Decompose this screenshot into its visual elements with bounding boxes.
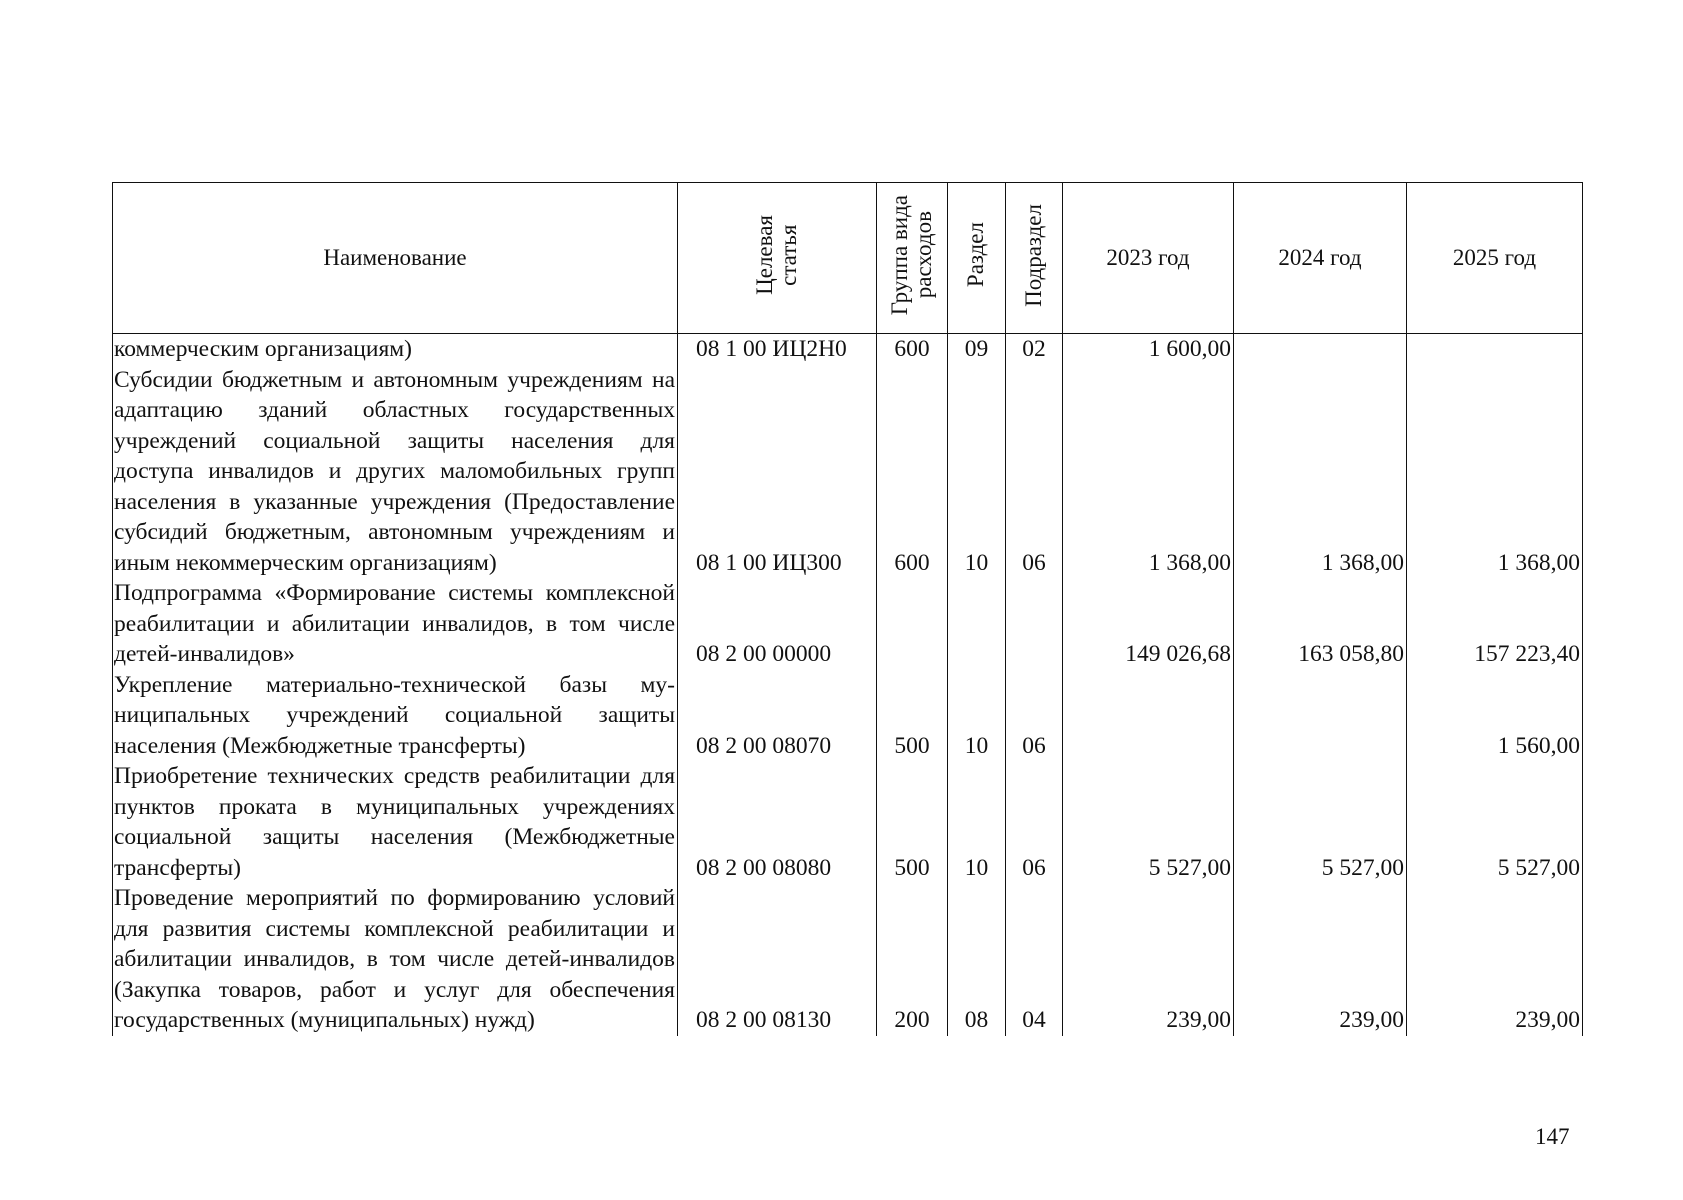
header-year-2025: 2025 год bbox=[1407, 183, 1583, 334]
row-target-article: 08 2 00 08080 bbox=[678, 761, 877, 883]
table-row bbox=[113, 670, 1583, 762]
row-amount-2024: 163 058,80 bbox=[1234, 578, 1407, 670]
row-amount-2024: 5 527,00 bbox=[1234, 761, 1407, 883]
row-section: 08 bbox=[948, 883, 1006, 1036]
header-target-article: Целевая статья bbox=[678, 183, 877, 334]
row-name: Субсидии бюджетным и автономным учреждениям на адаптацию зданий областных государственных учреждений социальной защиты населения для доступа инвалидов и других маломобильных групп населения в указанные учреждения (Предоставление субсидий бюджетным, автономным учреждениям и иным некоммерческим организациям) bbox=[113, 365, 678, 579]
row-section: 10 bbox=[948, 365, 1006, 579]
row-target-article: 08 1 00 ИЦ300 bbox=[678, 365, 877, 579]
header-subsection: Подраздел bbox=[1006, 183, 1063, 334]
row-subsection: 06 bbox=[1006, 365, 1063, 579]
row-subsection: 06 bbox=[1006, 670, 1063, 762]
row-section: 10 bbox=[948, 761, 1006, 883]
table-row bbox=[113, 761, 1583, 883]
row-section bbox=[948, 578, 1006, 670]
row-name: Укрепление материально-технической базы муниципальных учреждений социальной защиты населения (Межбюджетные трансферты) bbox=[113, 670, 678, 762]
row-target-article: 08 2 00 08070 bbox=[678, 670, 877, 762]
table-row bbox=[113, 578, 1583, 670]
row-subsection bbox=[1006, 578, 1063, 670]
header-year-2023: 2023 год bbox=[1063, 183, 1234, 334]
header-name: Наименование bbox=[113, 183, 678, 334]
row-amount-2024: 1 368,00 bbox=[1234, 365, 1407, 579]
header-expense-group: Группа вида расходов bbox=[877, 183, 948, 334]
row-subsection: 06 bbox=[1006, 761, 1063, 883]
row-amount-2025 bbox=[1407, 334, 1583, 365]
table-header-row bbox=[113, 183, 1583, 334]
row-amount-2025: 1 560,00 bbox=[1407, 670, 1583, 762]
row-amount-2023: 1 368,00 bbox=[1063, 365, 1234, 579]
row-amount-2025: 1 368,00 bbox=[1407, 365, 1583, 579]
row-amount-2023: 1 600,00 bbox=[1063, 334, 1234, 365]
row-amount-2025: 157 223,40 bbox=[1407, 578, 1583, 670]
header-section: Раздел bbox=[948, 183, 1006, 334]
row-amount-2024 bbox=[1234, 334, 1407, 365]
row-subsection: 04 bbox=[1006, 883, 1063, 1036]
row-amount-2023: 5 527,00 bbox=[1063, 761, 1234, 883]
header-year-2024: 2024 год bbox=[1234, 183, 1407, 334]
row-amount-2025: 5 527,00 bbox=[1407, 761, 1583, 883]
row-expense-group: 600 bbox=[877, 334, 948, 365]
row-expense-group bbox=[877, 578, 948, 670]
row-target-article: 08 2 00 00000 bbox=[678, 578, 877, 670]
row-name: Приобретение технических средств реабилитации для пунктов проката в муниципальных учреждениях социальной защиты населения (Межбюджетные трансферты) bbox=[113, 761, 678, 883]
row-amount-2024: 239,00 bbox=[1234, 883, 1407, 1036]
row-amount-2023: 239,00 bbox=[1063, 883, 1234, 1036]
table-row bbox=[113, 365, 1583, 579]
table-row bbox=[113, 334, 1583, 365]
row-name: коммерческим организациям) bbox=[113, 334, 678, 365]
row-subsection: 02 bbox=[1006, 334, 1063, 365]
row-section: 09 bbox=[948, 334, 1006, 365]
row-expense-group: 500 bbox=[877, 761, 948, 883]
row-target-article: 08 1 00 ИЦ2Н0 bbox=[678, 334, 877, 365]
budget-table bbox=[112, 182, 1583, 1036]
row-amount-2023 bbox=[1063, 670, 1234, 762]
row-name: Подпрограмма «Формирование системы комплексной реабилитации и абилитации инвалидов, в том числе детей-инвалидов» bbox=[113, 578, 678, 670]
page-number: 147 bbox=[1535, 1124, 1570, 1149]
row-expense-group: 500 bbox=[877, 670, 948, 762]
row-target-article: 08 2 00 08130 bbox=[678, 883, 877, 1036]
row-amount-2025: 239,00 bbox=[1407, 883, 1583, 1036]
row-section: 10 bbox=[948, 670, 1006, 762]
row-amount-2024 bbox=[1234, 670, 1407, 762]
row-expense-group: 200 bbox=[877, 883, 948, 1036]
row-amount-2023: 149 026,68 bbox=[1063, 578, 1234, 670]
table-row bbox=[113, 883, 1583, 1036]
row-expense-group: 600 bbox=[877, 365, 948, 579]
row-name: Проведение мероприятий по формированию условий для развития системы комплексной реабилитации и абилитации инвалидов, в том числе детей-инвалидов (Закупка товаров, работ и услуг для обеспечения государственных (муниципальных) нужд) bbox=[113, 883, 678, 1036]
